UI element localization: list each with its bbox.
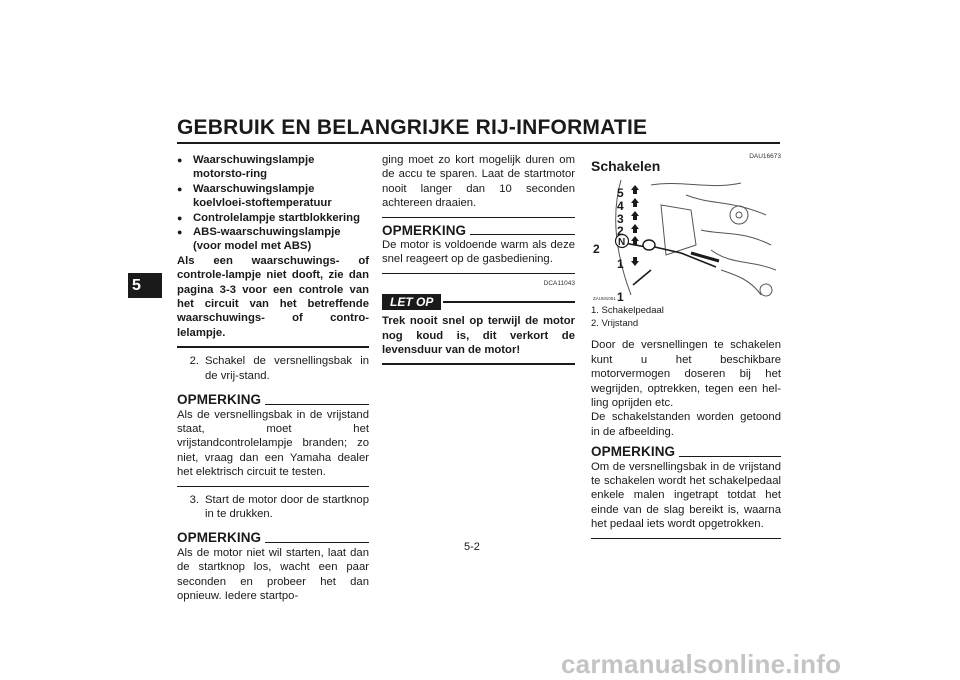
gear-label-4: 4	[617, 199, 624, 214]
note-heading	[177, 531, 369, 545]
divider	[591, 538, 781, 539]
divider	[177, 346, 369, 348]
callout-2: 2	[593, 242, 600, 257]
divider	[382, 363, 575, 365]
caution-text: Trek nooit snel op terwijl de motor nog koud is, dit verkort de levensduur van de motor!	[382, 315, 575, 357]
note-label: OPMERKING	[177, 392, 262, 408]
continued-text: ging moet zo kort mogelijk duren om de accu te sparen. Laat de startmotor nooit langer dan 10 seconden achtereen draaien.	[382, 154, 575, 210]
bullet-dot-icon: ●	[177, 155, 183, 165]
image-code: ZAUM1051	[593, 296, 616, 302]
figure-caption: 2. Vrijstand	[591, 317, 639, 329]
bullet-text: Controlelampje startblokkering	[193, 211, 360, 224]
bullet-item	[177, 153, 369, 182]
caution-code: DCA11043	[543, 279, 575, 287]
gear-shift-figure	[591, 175, 781, 305]
divider	[382, 273, 575, 274]
body-text: Door de versnellingen te schakelen kunt u het beschikbare motorvermogen doseren bij het wegrijden, optrekken, tegen een hel-ling oprijden etc.	[591, 339, 781, 410]
chapter-tab: 5	[128, 273, 162, 298]
bullet-item	[177, 182, 369, 211]
page-number: 5-2	[464, 541, 480, 553]
note-line	[470, 234, 575, 235]
note-text: De motor is voldoende warm als deze snel reageert op de gasbediening.	[382, 239, 575, 266]
step-text: Schakel de versnellingsbak in de vrij-stand.	[205, 355, 369, 382]
caution-line	[443, 301, 575, 303]
note-line	[265, 542, 369, 543]
note-heading	[177, 393, 369, 407]
column-middle	[382, 153, 575, 371]
column-left	[177, 153, 369, 603]
gear-label-2: 2	[617, 224, 624, 239]
bullet-text: Waarschuwingslampje motorsto-ring	[193, 154, 315, 181]
step-item	[177, 493, 369, 522]
note-label: OPMERKING	[177, 530, 262, 546]
gear-label-3: 3	[617, 212, 624, 227]
step-number: 2.	[189, 355, 199, 368]
page-title: GEBRUIK EN BELANGRIJKE RIJ-INFORMATIE	[177, 116, 648, 139]
gear-label-1: 1	[617, 257, 624, 272]
note-heading	[591, 445, 781, 459]
figure-caption: 1. Schakelpedaal	[591, 305, 664, 317]
title-rule	[177, 142, 780, 144]
section-title: Schakelen	[591, 158, 661, 174]
note-line	[265, 404, 369, 405]
callout-1: 1	[617, 290, 624, 305]
divider	[382, 217, 575, 218]
note-text: Om de versnellingsbak in de vrijstand te schakelen wordt het schakelpedaal enkele malen ingetrapt totdat het einde van de slag bereikt is, waarna het pedaal iets wordt opgetrokken.	[591, 460, 781, 531]
section-code: DAU16673	[749, 153, 781, 160]
gear-shift-illustration	[591, 175, 781, 305]
bullet-dot-icon: ●	[177, 227, 183, 238]
body-text: De schakelstanden worden getoond in de afbeelding.	[591, 411, 781, 438]
note-label: OPMERKING	[591, 444, 676, 460]
warning-text: Als een waarschuwings- of controle-lampje niet dooft, zie dan pagina 3-3 voor een controle van het circuit van het betreffende waarschuwings- of contro-lelampje.	[177, 254, 369, 339]
step-item	[177, 354, 369, 383]
column-right	[591, 153, 781, 545]
note-label: OPMERKING	[382, 222, 467, 238]
bullet-item	[177, 225, 369, 254]
note-heading	[382, 224, 575, 238]
bullet-text: Waarschuwingslampje koelvloei-stoftemperatuur	[193, 182, 332, 210]
watermark-link[interactable]: carmanualsonline.info	[561, 649, 842, 679]
caution-heading	[382, 294, 575, 310]
gear-label-neutral: N	[618, 237, 626, 249]
bullet-item	[177, 211, 369, 225]
note-text: Als de versnellingsbak in de vrijstand staat, moet het vrijstandcontrolelampje branden; zo niet, vraag dan een Yamaha dealer het elektrisch circuit te testen.	[177, 408, 369, 479]
divider	[177, 486, 369, 487]
bullet-dot-icon: ●	[177, 183, 183, 194]
note-text: Als de motor niet wil starten, laat dan de startknop los, wacht een paar seconden en probeer het dan opnieuw. Iedere startpo-	[177, 546, 369, 602]
caution-badge: LET OP	[382, 294, 441, 310]
gear-label-5: 5	[617, 186, 624, 201]
bullet-text: ABS-waarschuwingslampje (voor model met ABS)	[193, 226, 341, 253]
note-line	[679, 456, 781, 457]
step-number: 3.	[189, 493, 199, 506]
bullet-dot-icon: ●	[177, 212, 183, 223]
step-text: Start de motor door de startknop in te drukken.	[205, 493, 369, 520]
